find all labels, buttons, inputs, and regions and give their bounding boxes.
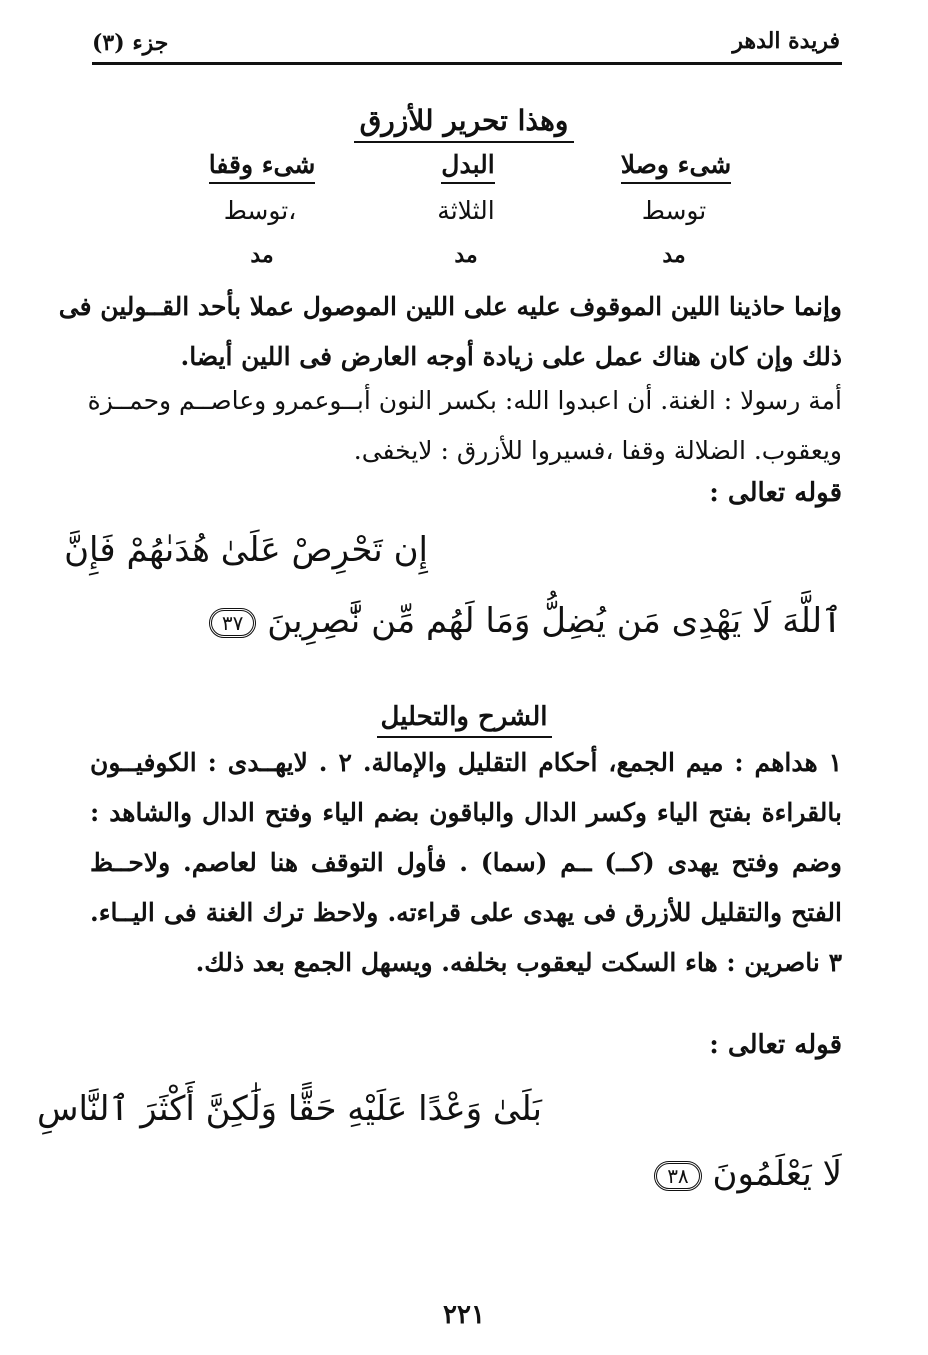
ayah-number-marker: ٣٧	[209, 608, 256, 638]
paragraph-line: بالقراءة بفتح الياء وكسر الدال والباقون بضم الياء وفتح الدال والشاهد :	[90, 798, 842, 827]
column-cell: مد	[454, 242, 478, 268]
paragraph-line: ذلك وإن كان هناك عمل على زيادة أوجه العارض فى اللين أيضا.	[180, 342, 842, 371]
paragraph-line: الفتح والتقليل للأزرق فى يهدى على قراءته. ولاحظ ترك الغنة فى اليــاء.	[90, 898, 842, 927]
column-heading: شىء وقفا	[172, 150, 352, 179]
tahrir-title: وهذا تحرير للأزرق	[0, 104, 928, 137]
ayah-number-marker: ٣٨	[654, 1161, 701, 1191]
quran-verse-line: إِن تَحْرِصْ عَلَىٰ هُدَىٰهُمْ فَإِنَّ	[64, 530, 428, 570]
column-cell: توسط	[641, 196, 707, 225]
header-rule	[92, 62, 842, 65]
column-cell: مد	[662, 242, 686, 268]
column-heading: البدل	[378, 150, 558, 179]
paragraph-line: ٣ ناصرين : هاء السكت ليعقوب بخلفه. ويسهل الجمع بعد ذلك.	[195, 948, 842, 977]
book-title: فريدة الدهر	[732, 28, 840, 54]
explanation-paragraph	[90, 738, 842, 988]
paragraph-line: وإنما حاذينا اللين الموقوف عليه على اللين الموصول عملا بأحد القــولين فى	[58, 292, 842, 321]
paragraph-line: ويعقوب. الضلالة وقفا ،فسيروا للأزرق : لايخفى.	[353, 436, 842, 465]
paragraph-line: وضم وفتح يهدى (كــ) ــم (سما) . فأول التوقف هنا لعاصم. ولاحــظ	[90, 848, 842, 877]
column-cell: الثلاثة	[437, 196, 495, 225]
verse-label: قوله تعالى :	[709, 1030, 842, 1060]
column-cell: مد	[250, 242, 274, 268]
paragraph	[87, 376, 842, 476]
quran-verse-line: لَا يَعْلَمُونَ ٣٨	[648, 1154, 842, 1194]
quran-verse-line: بَلَىٰ وَعْدًا عَلَيْهِ حَقًّا وَلَٰكِنَّ أَكْثَرَ ٱلنَّاسِ	[36, 1089, 542, 1129]
part-number: جزء (٣)	[92, 30, 169, 56]
paragraph-line: ١ هداهم : ميم الجمع، أحكام التقليل والإمالة. ٢ . لايهــدى : الكوفيــون	[90, 748, 843, 777]
column-cell: ،توسط	[223, 196, 297, 225]
section-title: الشرح والتحليل	[0, 702, 928, 732]
verse-label: قوله تعالى :	[709, 478, 842, 508]
paragraph-line: أمة رسولا : الغنة. أن اعبدوا الله: بكسر النون أبــوعمرو وعاصــم وحمــزة	[87, 386, 842, 415]
paragraph	[58, 282, 842, 382]
column-heading: شىء وصلا	[586, 150, 766, 179]
page-number: ٢٢١	[443, 1300, 485, 1330]
quran-verse-line: ٱللَّهَ لَا يَهْدِى مَن يُضِلُّ وَمَا لَهُم مِّن نَّٰصِرِينَ ٣٧	[203, 600, 842, 641]
